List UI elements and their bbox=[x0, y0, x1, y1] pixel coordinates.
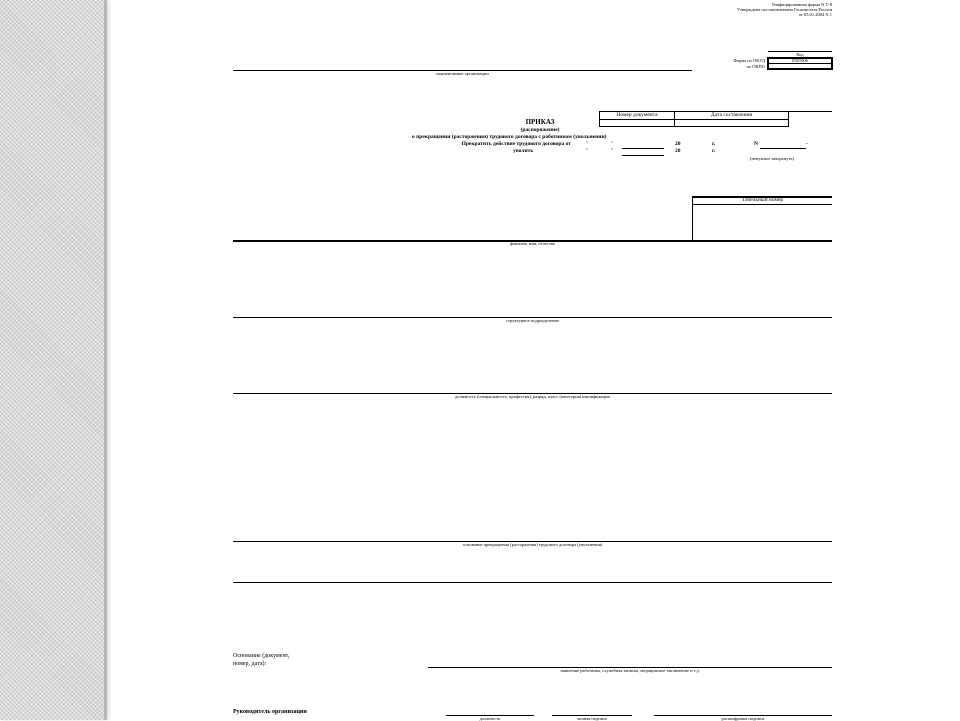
code-box-divider bbox=[769, 63, 831, 64]
grounds-line-2 bbox=[233, 582, 832, 583]
dismiss-quote-close: " bbox=[611, 148, 614, 154]
terminate-year-suffix: г. bbox=[712, 141, 716, 147]
okpo-label: по ОКПО bbox=[746, 64, 765, 69]
tab-number-header: Табельный номер bbox=[741, 197, 784, 203]
dismiss-month-line bbox=[622, 155, 664, 156]
doc-table-divider bbox=[600, 119, 788, 120]
head-signature-caption: личная подпись bbox=[576, 716, 608, 721]
doc-number-header: Номер документа bbox=[616, 112, 658, 118]
dismiss-year-prefix: 20 bbox=[675, 148, 681, 154]
head-label: Руководитель организации bbox=[233, 709, 307, 715]
dismiss-quote-open: " bbox=[586, 148, 589, 154]
order-subtitle: (распоряжение) bbox=[520, 127, 560, 133]
dismiss-label: уволить bbox=[513, 148, 534, 154]
basis-label-line1: Основание (документ, bbox=[233, 653, 290, 659]
form-header-line2: Утверждена постановлением Госкомстата России bbox=[736, 7, 832, 12]
number-label: N bbox=[754, 141, 758, 147]
form-header-line1: Унифицированная форма N Т-8 bbox=[771, 2, 832, 7]
head-position-caption: должность bbox=[479, 716, 501, 721]
basis-caption: заявление работника, служебная записка, медицинское заключение и т.д. bbox=[560, 668, 700, 673]
terminate-year-prefix: 20 bbox=[675, 141, 681, 147]
terminate-quote-open: " bbox=[586, 141, 589, 147]
basis-label-line2: номер, дата): bbox=[233, 661, 267, 667]
order-description: о прекращении (расторжении) трудового договора с работником (увольнении) bbox=[412, 134, 607, 140]
terminate-month-line bbox=[622, 148, 664, 149]
position-caption: должность (специальность, профессия), разряд, класс (категория) квалификации bbox=[455, 394, 610, 399]
terminate-label: Прекратить действие трудового договора от bbox=[461, 141, 571, 147]
okud-value: 0301006 bbox=[792, 58, 808, 63]
grounds-caption: основание прекращения (расторжения) трудового договора (увольнения) bbox=[462, 542, 603, 547]
doc-date-header: Дата составления bbox=[710, 112, 753, 118]
code-header: Код bbox=[796, 52, 804, 57]
department-caption: структурное подразделение bbox=[506, 318, 559, 323]
okud-label: Форма по ОКУД bbox=[733, 58, 765, 63]
terminate-quote-close: " bbox=[611, 141, 614, 147]
basis-label bbox=[233, 652, 289, 668]
form-header bbox=[737, 2, 832, 17]
order-title: ПРИКАЗ bbox=[525, 118, 555, 126]
not-needed-note: (ненужное зачеркнуть) bbox=[750, 156, 794, 161]
form-header-line3: от 05.01.2004 N 1 bbox=[798, 12, 832, 17]
number-line bbox=[760, 148, 806, 149]
org-caption: наименование организации bbox=[436, 71, 489, 76]
dismiss-year-suffix: г. bbox=[712, 148, 716, 154]
number-dash: - bbox=[806, 141, 808, 147]
fio-caption: фамилия, имя, отчество bbox=[509, 241, 556, 246]
side-panel bbox=[0, 0, 107, 720]
tab-box-divider bbox=[693, 204, 832, 205]
head-name-caption: расшифровка подписи bbox=[721, 716, 765, 721]
